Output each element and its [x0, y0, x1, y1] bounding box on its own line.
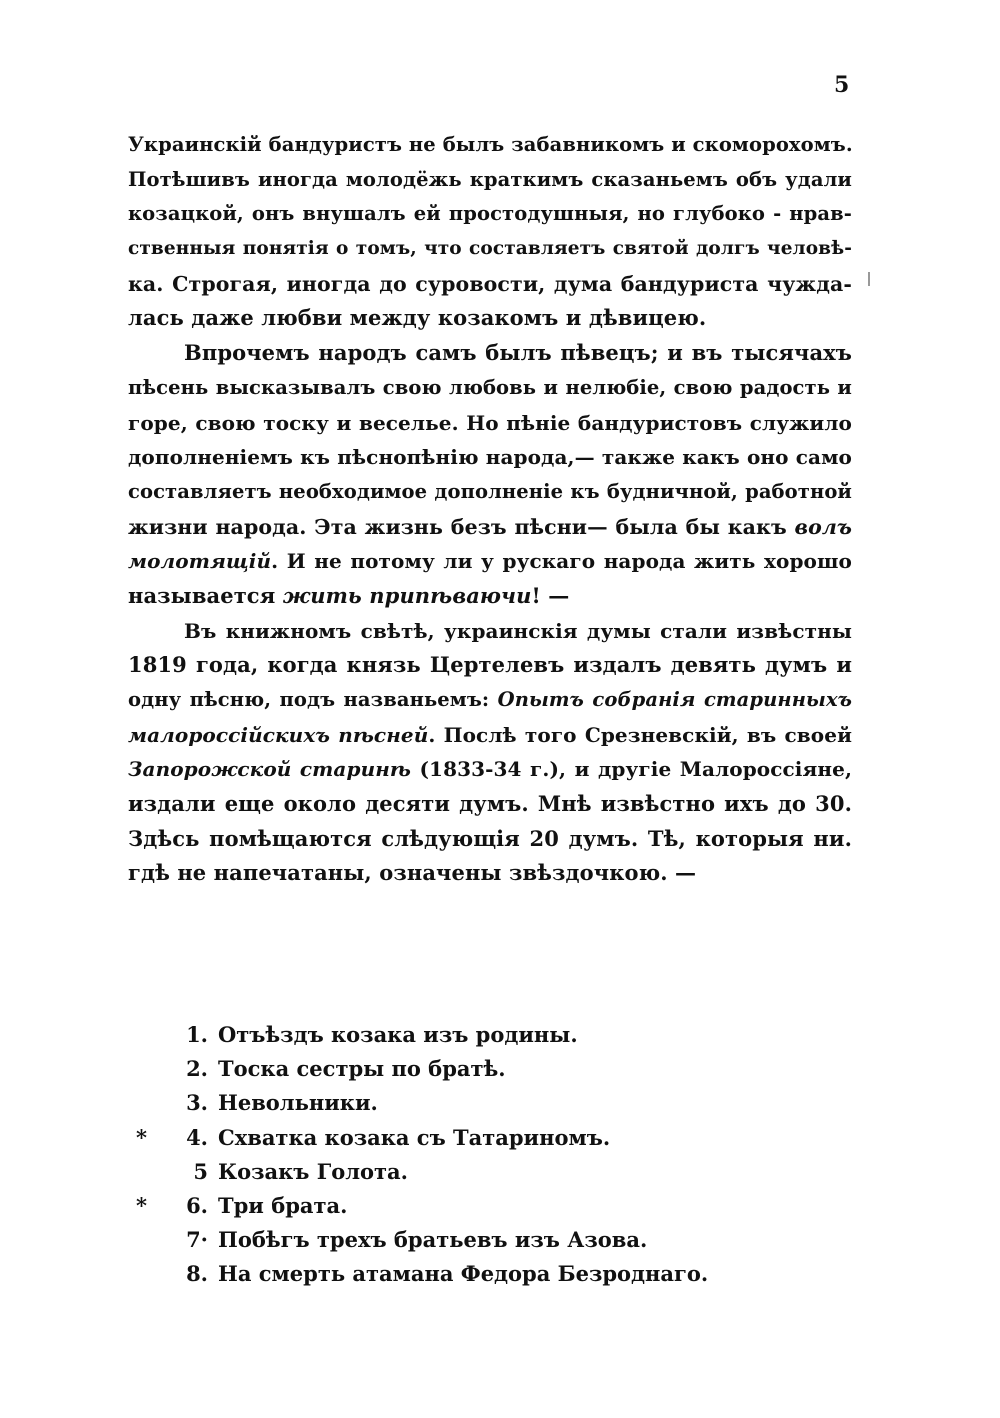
body-line: лась даже любви между козакомъ и дѣвицею. — [128, 305, 707, 331]
item-number: 6. — [186, 1192, 208, 1218]
list-item — [136, 1223, 836, 1257]
item-number: 2. — [186, 1056, 208, 1082]
body-line: малороссійскихъ пѣсней. Послѣ того Срезневскій, въ своей — [128, 722, 852, 747]
item-title: Схватка козака съ Татариномъ. — [218, 1124, 611, 1150]
item-number: 3. — [186, 1090, 208, 1116]
body-line: козацкой, онъ внушалъ ей простодушныя, но глубоко - нрав- — [128, 202, 852, 226]
body-line: жизни народа. Эта жизнь безъ пѣсни— была бы какъ волъ — [128, 514, 852, 539]
body-line: гдѣ не напечатаны, означены звѣздочкою. — — [128, 860, 697, 886]
item-number: 1. — [186, 1022, 208, 1047]
body-line: Украинскій бандуристъ не былъ забавникомъ и скоморохомъ. — [128, 133, 853, 156]
item-title: Отъѣздъ козака изъ родины. — [218, 1022, 578, 1047]
item-title: На смерть атамана Федора Безроднаго. — [218, 1261, 709, 1287]
body-line: Впрочемъ народъ самъ былъ пѣвецъ; и въ тысячахъ — [184, 340, 852, 366]
body-line: ственныя понятія о томъ, что составляетъ святой долгъ человѣ- — [128, 238, 852, 260]
body-line: дополненіемъ къ пѣснопѣнію народа,— также какъ оно само — [128, 445, 852, 470]
body-line: молотящій. И не потому ли у рускаго народа жить хорошо — [128, 549, 852, 574]
item-number: 4. — [186, 1124, 208, 1150]
item-title: Побѣгъ трехъ братьевъ изъ Азова. — [218, 1227, 648, 1253]
body-line: Въ книжномъ свѣтѣ, украинскія думы стали извѣстны — [184, 618, 852, 643]
body-line: ка. Строгая, иногда до суровости, дума бандуриста чужда- — [128, 271, 852, 296]
list-item — [136, 1189, 836, 1223]
body-text — [128, 128, 852, 891]
list-item — [136, 1086, 836, 1120]
body-line: пѣсень высказывалъ свою любовь и нелюбіе, свою радость и — [128, 375, 852, 399]
item-title: Козакъ Голота. — [218, 1158, 408, 1184]
margin-mark — [868, 272, 870, 286]
item-title: Три брата. — [218, 1192, 348, 1218]
list-item — [136, 1155, 836, 1189]
item-number: 8. — [186, 1261, 208, 1287]
item-number: 7· — [186, 1227, 208, 1253]
item-title: Невольники. — [218, 1090, 378, 1116]
body-line: называется жить припѣваючи! — — [128, 582, 570, 608]
contents-list — [136, 1018, 836, 1292]
item-title: Тоска сестры по братѣ. — [218, 1056, 506, 1082]
body-line: Здѣсь помѣщаются слѣдующія 20 думъ. Тѣ, которыя ни. — [128, 825, 852, 851]
list-item — [136, 1257, 836, 1291]
list-item — [136, 1121, 836, 1155]
body-line: одну пѣсню, подъ названьемъ: Опытъ собранія старинныхъ — [128, 688, 852, 711]
body-line: издали еще около десяти думъ. Мнѣ извѣстно ихъ до 30. — [128, 791, 852, 817]
asterisk-mark: * — [136, 1192, 147, 1218]
list-item — [136, 1018, 836, 1052]
body-line: горе, свою тоску и веселье. Но пѣніе бандуристовъ служило — [128, 410, 852, 435]
item-number: 5 — [193, 1158, 208, 1184]
body-line: 1819 года, когда князь Цертелевъ издалъ девять думъ и — [128, 652, 852, 678]
list-item — [136, 1052, 836, 1086]
asterisk-mark: * — [136, 1124, 147, 1150]
body-line: Запорожской старинѣ (1833-34 г.), и другіе Малороссіяне, — [128, 757, 853, 782]
page-number: 5 — [834, 72, 850, 98]
body-line: составляетъ необходимое дополненіе къ будничной, работной — [128, 479, 852, 503]
body-line: Потѣшивъ иногда молодёжь краткимъ сказаньемъ объ удали — [128, 167, 852, 191]
